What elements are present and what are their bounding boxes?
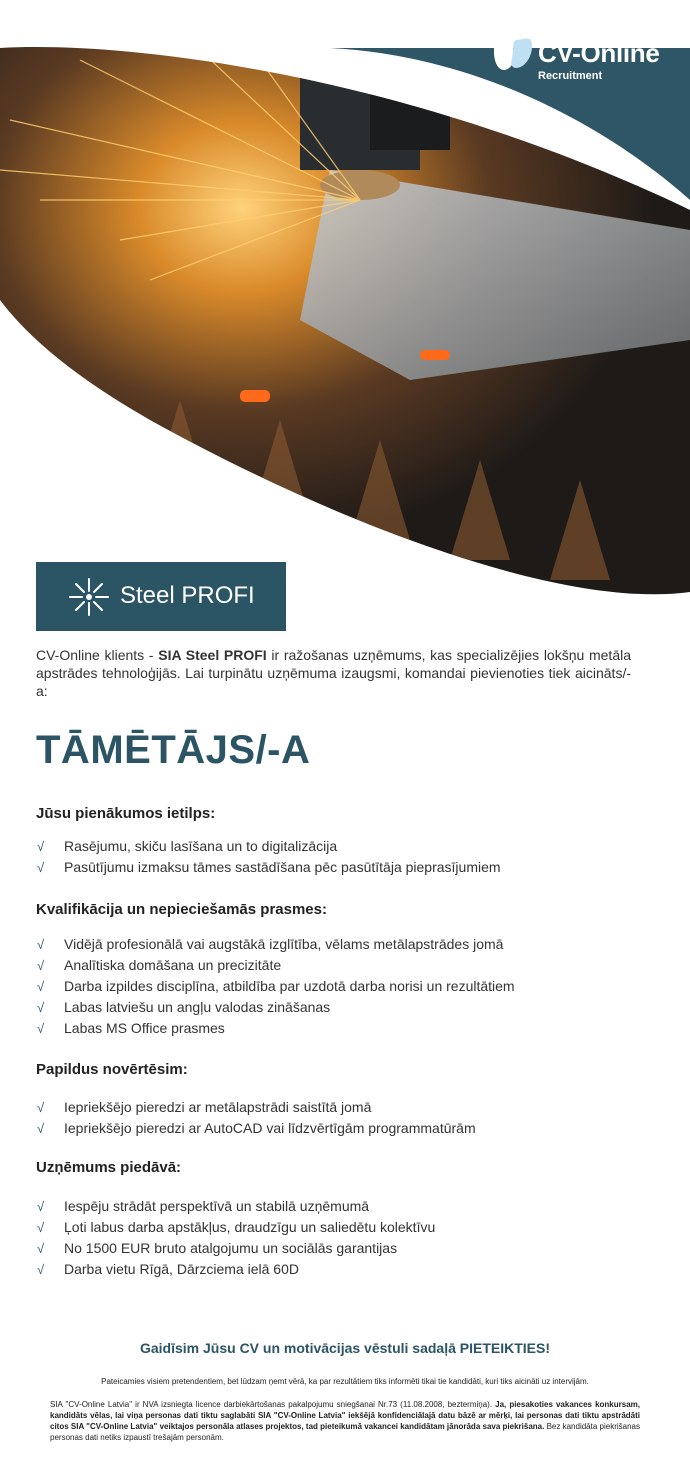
hero-photo [0, 0, 690, 600]
intro-paragraph [36, 646, 631, 700]
consent-text: Ja, piesakoties vakances konkursam, kandidāts vēlas, lai viņa personas dati tiktu saglabāti SIA "CV-Online Latvia" iekšējā konfidenciālajā datu bāzē ar mērķi, lai personas dati tiktu apstrādāti citos SIA "CV-Online Latvia" veiktajos personāla atlases projektos, tad pieteikumā vakancei kandidātam jānorāda sava piekrišana. [50, 1400, 640, 1431]
brand-subtitle: Recruitment [538, 70, 603, 82]
list-item: √ Labas latviešu un angļu valodas zināšanas [36, 997, 515, 1018]
section-heading-duties: Jūsu pienākumos ietilps: [36, 805, 216, 822]
list-item: √ Labas MS Office prasmes [36, 1018, 515, 1039]
check-icon: √ [37, 1241, 45, 1256]
footer-note-license [50, 1399, 640, 1443]
list-item: √ Iespēju strādāt perspektīvā un stabilā uzņēmumā [36, 1196, 435, 1217]
client-name: Steel PROFI [120, 582, 255, 609]
license-text: SIA "CV-Online Latvia" ir NVA izsniegta licence darbiekārtošanas pakalpojumu sniegšanai Nr.73 (11.08.2008, beztermiņa). [50, 1400, 496, 1409]
intro-company: SIA Steel PROFI [158, 647, 267, 663]
footer-note-candidates: Pateicamies visiem pretendentiem, bet lūdzam ņemt vērā, ka par rezultātiem tiks informēti tikai tie kandidāti, kuri tiks aicināti uz intervijām. [101, 1377, 589, 1386]
check-icon: √ [37, 1100, 45, 1115]
duties-list [36, 836, 501, 878]
check-icon: √ [37, 839, 45, 854]
spark-icon [66, 575, 112, 619]
client-logo [36, 562, 286, 631]
list-item: √ No 1500 EUR bruto atalgojumu un sociālās garantijas [36, 1238, 435, 1259]
cv-online-logo[interactable] [492, 30, 672, 90]
qualifications-list [36, 934, 515, 1039]
intro-suffix: ir ražošanas uzņēmums, kas specializējies lokšņu metāla apstrādes tehnoloģijās. Lai turpinātu uzņēmuma izaugsmi, komandai pievienoties tiek aicināts/-a: [36, 647, 632, 699]
brand-name: CV-Online [538, 38, 660, 68]
check-icon: √ [37, 860, 45, 875]
list-item: √ Iepriekšējo pieredzi ar metālapstrādi saistītā jomā [36, 1097, 476, 1118]
list-item: √ Ļoti labus darba apstākļus, draudzīgu un saliedētu kolektīvu [36, 1217, 435, 1238]
list-item: √ Rasējumu, skiču lasīšana un to digitalizācija [36, 836, 501, 857]
section-heading-additional: Papildus novērtēsim: [36, 1061, 188, 1078]
check-icon: √ [37, 1220, 45, 1235]
list-item: √ Iepriekšējo pieredzi ar AutoCAD vai līdzvērtīgām programmatūrām [36, 1118, 476, 1139]
list-item: √ Analītiska domāšana un precizitāte [36, 955, 515, 976]
additional-list [36, 1097, 476, 1139]
check-icon: √ [37, 1199, 45, 1214]
offer-list [36, 1196, 435, 1280]
section-heading-offer: Uzņēmums piedāvā: [36, 1159, 182, 1176]
check-icon: √ [37, 958, 45, 973]
check-icon: √ [37, 1000, 45, 1015]
section-heading-qualifications: Kvalifikācija un nepieciešamās prasmes: [36, 901, 327, 918]
list-item: √ Vidējā profesionālā vai augstākā izglītība, vēlams metālapstrādes jomā [36, 934, 515, 955]
check-icon: √ [37, 1021, 45, 1036]
cv-online-logo-icon [492, 30, 536, 74]
list-item: √ Darba izpildes disciplīna, atbildība par uzdotā darba norisi un rezultātiem [36, 976, 515, 997]
list-item: √ Darba vietu Rīgā, Dārzciema ielā 60D [36, 1259, 435, 1280]
apply-call-to-action: Gaidīsim Jūsu CV un motivācijas vēstuli sadaļā PIETEIKTIES! [139, 1340, 551, 1356]
check-icon: √ [37, 1262, 45, 1277]
job-title: TĀMĒTĀJS/-A [36, 728, 311, 772]
check-icon: √ [37, 937, 45, 952]
list-item: √ Pasūtījumu izmaksu tāmes sastādīšana pēc pasūtītāja pieprasījumiem [36, 857, 501, 878]
privacy-text: Bez kandidāta piekrišanas personas dati netiks izpaustī trešajām personām. [50, 1422, 640, 1442]
hero-banner [0, 0, 690, 600]
check-icon: √ [37, 979, 45, 994]
check-icon: √ [37, 1121, 45, 1136]
intro-prefix: CV-Online klients - [36, 647, 159, 663]
